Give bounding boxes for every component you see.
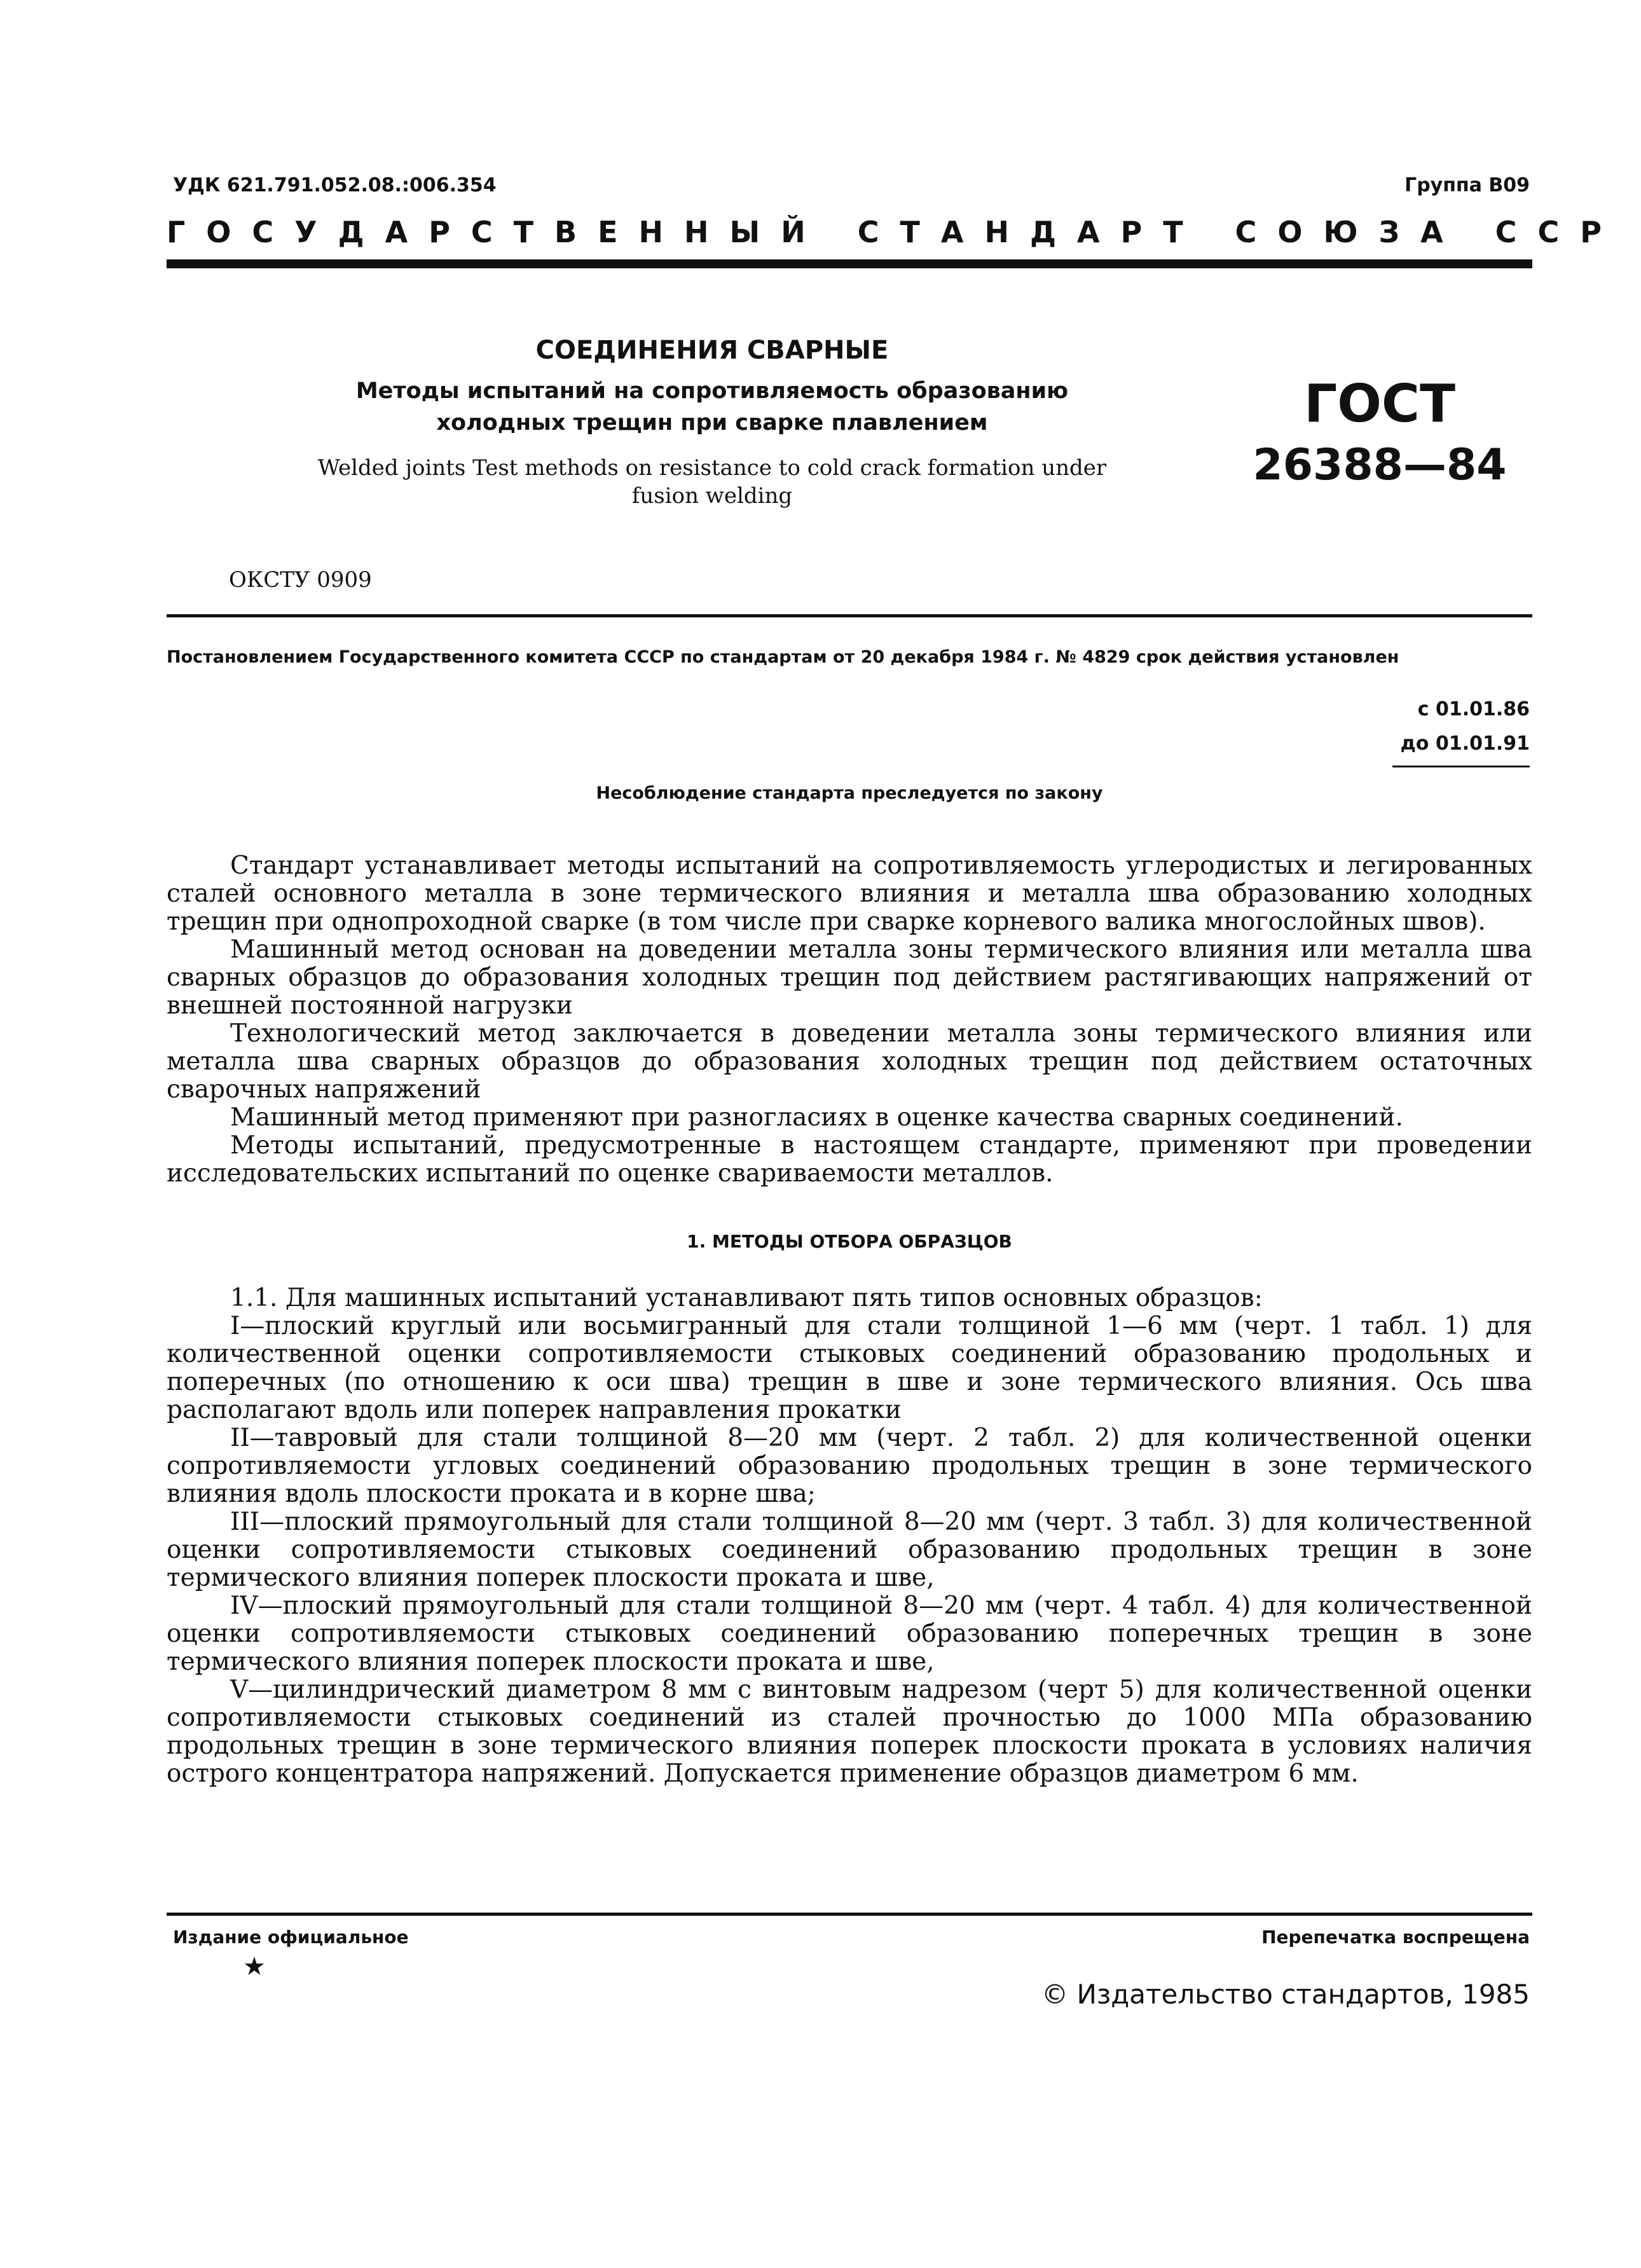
document-subtitle: Методы испытаний на сопротивляемость образованию холодных трещин при сварке плавлением [355, 378, 1069, 436]
intro-text [167, 852, 1532, 1188]
gost-label: ГОСТ [1303, 374, 1456, 434]
document-title: СОЕДИНЕНИЯ СВАРНЫЕ [535, 336, 889, 365]
section-text [167, 1284, 1532, 1788]
gost-number: 26388—84 [1253, 440, 1507, 490]
paragraph: I—плоский круглый или восьмигранный для стали толщиной 1—6 мм (черт. 1 табл. 1) для количественной оценки сопротивляемости стыковых соединений образованию продольных и поперечных (по отношению к оси шва) трещин в шве и зоне термического влияния. Ось шва располагают вдоль или поперек направления прокатки [167, 1312, 1532, 1424]
paragraph: Машинный метод основан на доведении металла зоны термического влияния или металла шва сварных образцов до образования холодных трещин под действием растягивающих напряжений от внешней постоянной нагрузки [167, 935, 1532, 1020]
paragraph: Машинный метод применяют при разногласиях в оценке качества сварных соединений. [230, 1103, 1403, 1132]
reprint-prohibited-label: Перепечатка воспрещена [1261, 1927, 1530, 1948]
state-standard-banner: ГОСУДАРСТВЕННЫЙ СТАНДАРТ СОЮЗА ССР [167, 215, 1623, 249]
copyright-notice: © Издательство стандартов, 1985 [1041, 1979, 1530, 2010]
paragraph: Технологический метод заключается в доведении металла зоны термического влияния или металла шва сварных образцов до образования холодных трещин под действием остаточных сварочных напряжений [167, 1019, 1532, 1104]
paragraph: III—плоский прямоугольный для стали толщиной 8—20 мм (черт. 3 табл. 3) для количественной оценки сопротивляемости стыковых соединений образованию продольных трещин в зоне термического влияния поперек плоскости проката и шве, [167, 1508, 1532, 1592]
paragraph: 1.1. Для машинных испытаний устанавливают пять типов основных образцов: [230, 1284, 1263, 1312]
decree-text: Постановлением Государственного комитета СССР по стандартам от 20 декабря 1984 г. № 4829 срок действия установлен [167, 647, 1399, 667]
group-code: Группа В09 [1404, 174, 1530, 196]
validity-to: до 01.01.91 [1400, 732, 1530, 755]
section-heading: 1. МЕТОДЫ ОТБОРА ОБРАЗЦОВ [687, 1231, 1012, 1252]
paragraph: Методы испытаний, предусмотренные в настоящем стандарте, применяют при проведении исследовательских испытаний по оценке свариваемости металлов. [167, 1131, 1532, 1188]
section-rule [167, 614, 1532, 617]
official-edition-label: Издание официальное [173, 1927, 409, 1948]
paragraph: V—цилиндрический диаметром 8 мм с винтовым надрезом (черт 5) для количественной оценки сопротивляемости стыковых соединений из сталей прочностью до 1000 МПа образованию продольных трещин в зоне термического влияния поперек плоскости проката в условиях наличия острого концентратора напряжений. Допускается применение образцов диаметром 6 мм. [167, 1675, 1532, 1788]
footer-rule [167, 1913, 1532, 1916]
paragraph: IV—плоский прямоугольный для стали толщиной 8—20 мм (черт. 4 табл. 4) для количественной оценки сопротивляемости стыковых соединений образованию поперечных трещин в зоне термического влияния поперек плоскости проката и шве, [167, 1591, 1532, 1676]
paragraph: Стандарт устанавливает методы испытаний на сопротивляемость углеродистых и легированных сталей основного металла в зоне термического влияния и металла шва образованию холодных трещин при однопроходной сварке (в том числе при сварке корневого валика многослойных швов). [167, 851, 1532, 936]
header-rule [167, 259, 1532, 268]
paragraph: II—тавровый для стали толщиной 8—20 мм (черт. 2 табл. 2) для количественной оценки сопротивляемости угловых соединений образованию продольных трещин в зоне термического влияния вдоль плоскости проката и в корне шва; [167, 1424, 1532, 1508]
english-title: Welded joints Test methods on resistance to cold crack formation under fusion welding [317, 455, 1107, 509]
validity-rule [1392, 766, 1530, 767]
validity-from: с 01.01.86 [1417, 698, 1530, 720]
okstu-code: ОКСТУ 0909 [229, 567, 372, 593]
udk-code: УДК 621.791.052.08.:006.354 [173, 174, 497, 196]
star-icon: ★ [243, 1952, 266, 1981]
legal-notice: Несоблюдение стандарта преследуется по закону [596, 783, 1103, 803]
